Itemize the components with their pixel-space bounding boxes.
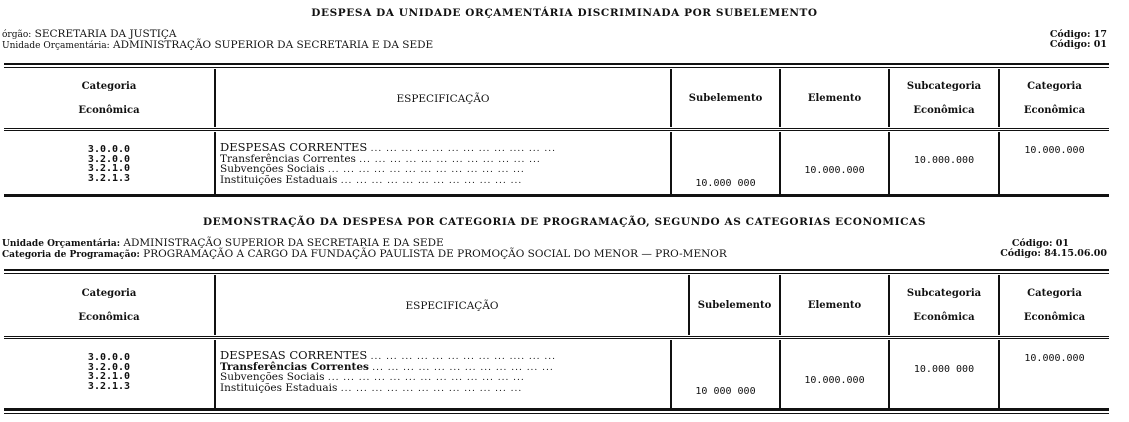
header-text: Econômica [1023,105,1086,116]
header-bottom-rule [4,336,1109,337]
codigo-orgao: Código: 17 [1049,29,1107,40]
col-divider [214,340,216,409]
spec-item: DESPESAS CORRENTES [220,143,368,154]
table-top-rule-thin [4,273,1109,274]
code: 3.2.0.0 [87,153,131,165]
unidade-label: Unidade Orçamentária: [2,41,110,51]
dot-leader: ... ... ... ... ... ... ... ... ... .... ... ... [370,352,556,362]
section2-header-left [2,238,727,260]
col-divider [214,132,216,194]
dot-leader: ... ... ... ... ... ... ... ... ... ... ... ... [340,383,523,394]
code: 3.0.0.0 [87,144,131,155]
unidade-value: ADMINISTRAÇÃO SUPERIOR DA SECRETARIA E DA SEDE [112,39,434,51]
orgao-label: órgão: [2,30,32,40]
codes-column [4,353,214,391]
section2-header-right [1000,239,1107,259]
orgao-value: SECRETARIA DA JUSTIÇA [34,28,177,40]
section2-title: DEMONSTRAÇÃO DA DESPESA POR CATEGORIA DE PROGRAMAÇÃO, SEGUNDO AS CATEGORIAS ECONOMICAS [202,216,927,228]
table-bottom-rule [4,194,1109,197]
header-text: Subcategoria [906,288,982,299]
table-top-rule [4,269,1109,271]
header-text: Categoria [81,81,137,92]
section1-table [4,63,1109,198]
header-text: ESPECIFICAÇÃO [405,300,499,312]
spec-item: Instituições Estaduais [220,173,338,186]
spec-column [220,351,668,394]
spec-item: DESPESAS CORRENTES [220,351,368,362]
header-text: Subelemento [688,93,763,104]
header-subelemento [690,277,779,335]
table-top-rule-thin [4,67,1109,68]
programacao-value: PROGRAMAÇÃO A CARGO DA FUNDAÇÃO PAULISTA DE PROMOÇÃO SOCIAL DO MENOR — PRO-MENOR [143,248,727,260]
spec-item: Transferências Correntes [220,360,369,373]
header-text: Categoria [81,288,137,299]
unidade-label: Unidade Orçamentária: [2,239,121,249]
dot-leader: ... ... ... ... ... ... ... ... ... ... ... ... [372,362,554,373]
header-bottom-rule [4,128,1109,129]
header-categoria-economica-2 [1000,277,1109,335]
header-text: Econômica [78,312,140,323]
header-subcategoria-economica [890,71,998,127]
categoria-value: 10.000.000 [1024,145,1085,156]
header-bottom-rule-thin [4,338,1109,339]
elemento-value: 10.000.000 [804,375,865,386]
header-text: Elemento [807,300,862,311]
codigo-unidade: Código: 01 [1011,238,1069,249]
header-subcategoria-economica [890,277,998,335]
header-text: Econômica [78,105,140,116]
table-bottom-rule-thin [4,413,1109,414]
col-divider [779,132,781,194]
spec-row [220,381,668,395]
dot-leader: ... ... ... ... ... ... ... ... ... ... ... ... ... [327,373,525,383]
subelemento-value: 10.000 000 [695,178,756,189]
header-text: Elemento [807,93,862,104]
spec-item: Transferências Correntes [220,152,356,165]
table-top-rule [4,63,1109,65]
header-categoria-economica [4,277,214,335]
subelemento-value: 10 000 000 [695,386,756,397]
header-text: Categoria [1027,81,1082,92]
dot-leader: ... ... ... ... ... ... ... ... ... ... ... ... [359,154,541,165]
spec-item: Subvenções Sociais [220,371,325,383]
header-text: Categoria [1027,288,1082,299]
header-text: Econômica [1023,312,1086,323]
spec-item: Instituições Estaduais [220,381,338,394]
col-divider [998,132,1000,194]
codigo-programacao: Código: 84.15.06.00 [1000,248,1107,259]
categoria-value: 10.000.000 [1024,353,1085,364]
code: 3.2.1.3 [87,172,131,184]
header-text: Econômica [913,105,975,116]
code: 3.2.1.0 [87,163,131,174]
elemento-value: 10.000.000 [804,165,865,176]
section1-title: DESPESA DA UNIDADE ORÇAMENTÁRIA DISCRIMINADA POR SUBELEMENTO [311,7,818,19]
code: 3.2.0.0 [87,361,131,373]
col-divider [998,340,1000,409]
section2-table [4,269,1109,417]
spec-item: Subvenções Sociais [220,163,325,175]
dot-leader: ... ... ... ... ... ... ... ... ... ... ... ... [340,175,523,186]
code: 3.2.1.3 [87,380,131,392]
header-categoria-economica [4,71,214,127]
subcategoria-value: 10.000 000 [913,364,975,375]
spec-column [220,143,668,186]
section1-header-right [1050,30,1107,50]
header-bottom-rule-thin [4,130,1109,131]
header-especificacao [216,71,670,127]
header-subelemento [672,71,779,127]
subcategoria-value: 10.000.000 [913,155,975,166]
section1-header-left [2,29,433,51]
dot-leader: ... ... ... ... ... ... ... ... ... ... ... ... ... [327,165,525,175]
programacao-label: Categoria de Programação: [2,250,140,260]
header-elemento [781,71,888,127]
header-text: Subelemento [697,300,772,311]
header-categoria-economica-2 [1000,71,1109,127]
table-bottom-rule [4,408,1109,411]
spec-row [220,173,668,187]
header-text: Subcategoria [906,81,982,92]
unidade-value: ADMINISTRAÇÃO SUPERIOR DA SECRETARIA E DA SEDE [123,237,444,249]
header-text: Econômica [913,312,975,323]
dot-leader: ... ... ... ... ... ... ... ... ... .... ... ... [370,144,556,154]
codigo-unidade: Código: 01 [1049,39,1107,50]
header-elemento [781,277,888,335]
code: 3.0.0.0 [87,352,131,363]
col-divider [670,340,672,409]
code: 3.2.1.0 [87,371,131,382]
codes-column [4,145,214,183]
header-text: ESPECIFICAÇÃO [396,93,490,105]
header-especificacao [216,277,688,335]
